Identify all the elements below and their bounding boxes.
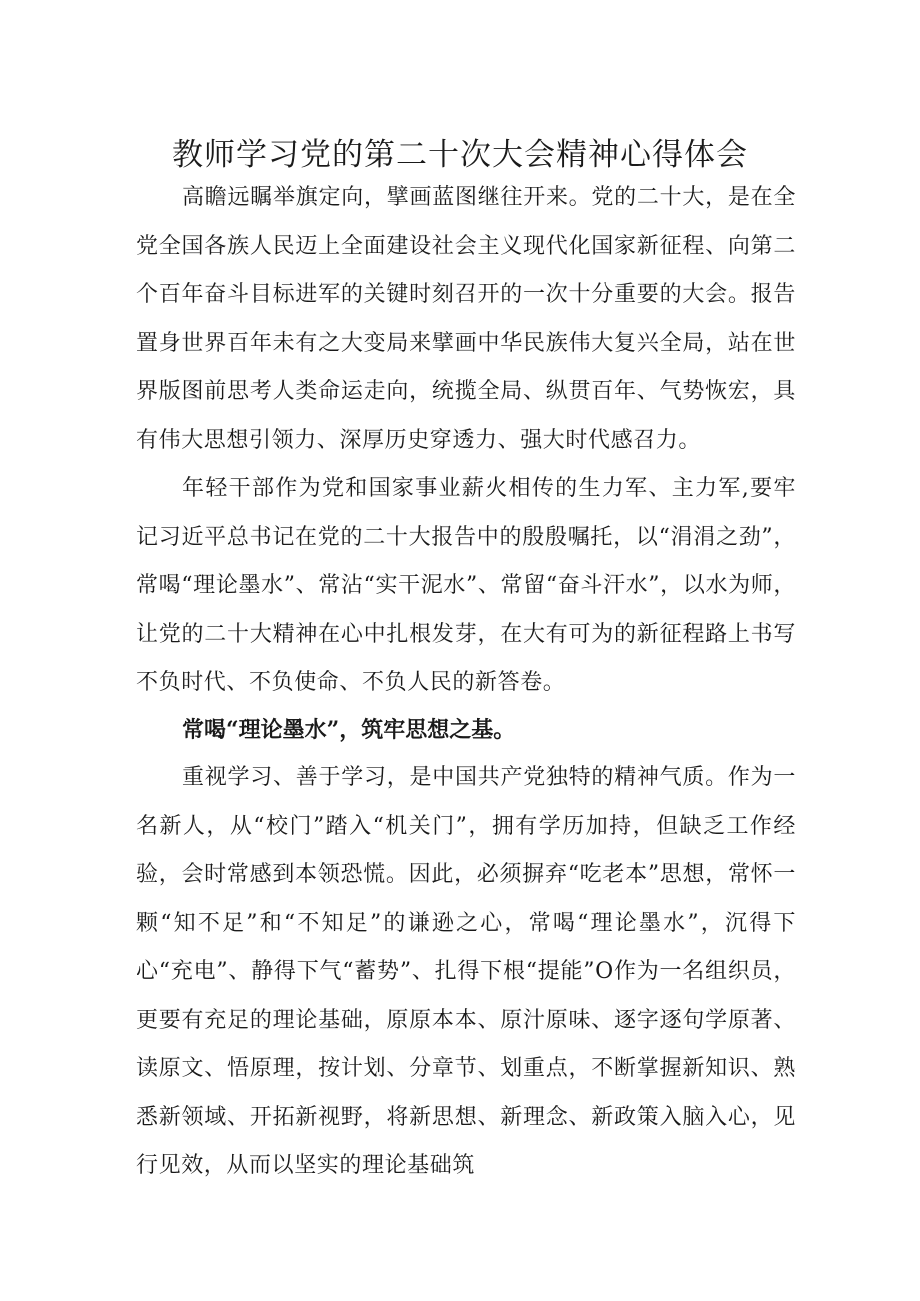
section-heading: 常喝“理论墨水”，筑牢思想之基。 [182, 717, 516, 743]
document-title: 教师学习党的第二十次大会精神心得体会 [172, 136, 748, 173]
body-paragraph-1: 高瞻远瞩举旗定向，擘画蓝图继往开来。党的二十大，是在全党全国各族人民迈上全面建设社会主义现代化国家新征程、向第二个百年奋斗目标进军的关键时刻召开的一次十分重要的大会。报告置身世界百年未有之大变局来擘画中华民族伟大复兴全局，站在世界版图前思考人类命运走向，统揽全局、纵贯百年、气势恢宏，具有伟大思想引领力、深厚历史穿透力、强大时代感召力。 [136, 185, 796, 453]
section-paragraph: 重视学习、善于学习，是中国共产党独特的精神气质。作为一名新人，从“校门”踏入“机关门”，拥有学历加持，但缺乏工作经验，会时常感到本领恐慌。因此，必须摒弃“吃老本”思想，常怀一颗“知不足”和“不知足”的谦逊之心，常喝“理论墨水”，沉得下心“充电”、静得下气“蓄势”、扎得下根“提能”O作为一名组织员，更要有充足的理论基础，原原本本、原汁原味、逐字逐句学原著、读原文、悟原理，按计划、分章节、划重点，不断掌握新知识、熟悉新领域、开拓新视野，将新思想、新理念、新政策入脑入心，见行见效，从而以坚实的理论基础筑 [136, 765, 796, 1178]
body-paragraph-2: 年轻干部作为党和国家事业薪火相传的生力军、主力军,要牢记习近平总书记在党的二十大报告中的殷殷嘱托，以“涓涓之劲”，常喝“理论墨水”、常沾“实干泥水”、常留“奋斗汗水”，以水为师，让党的二十大精神在心中扎根发芽，在大有可为的新征程路上书写不负时代、不负使命、不负人民的新答卷。 [136, 476, 796, 695]
